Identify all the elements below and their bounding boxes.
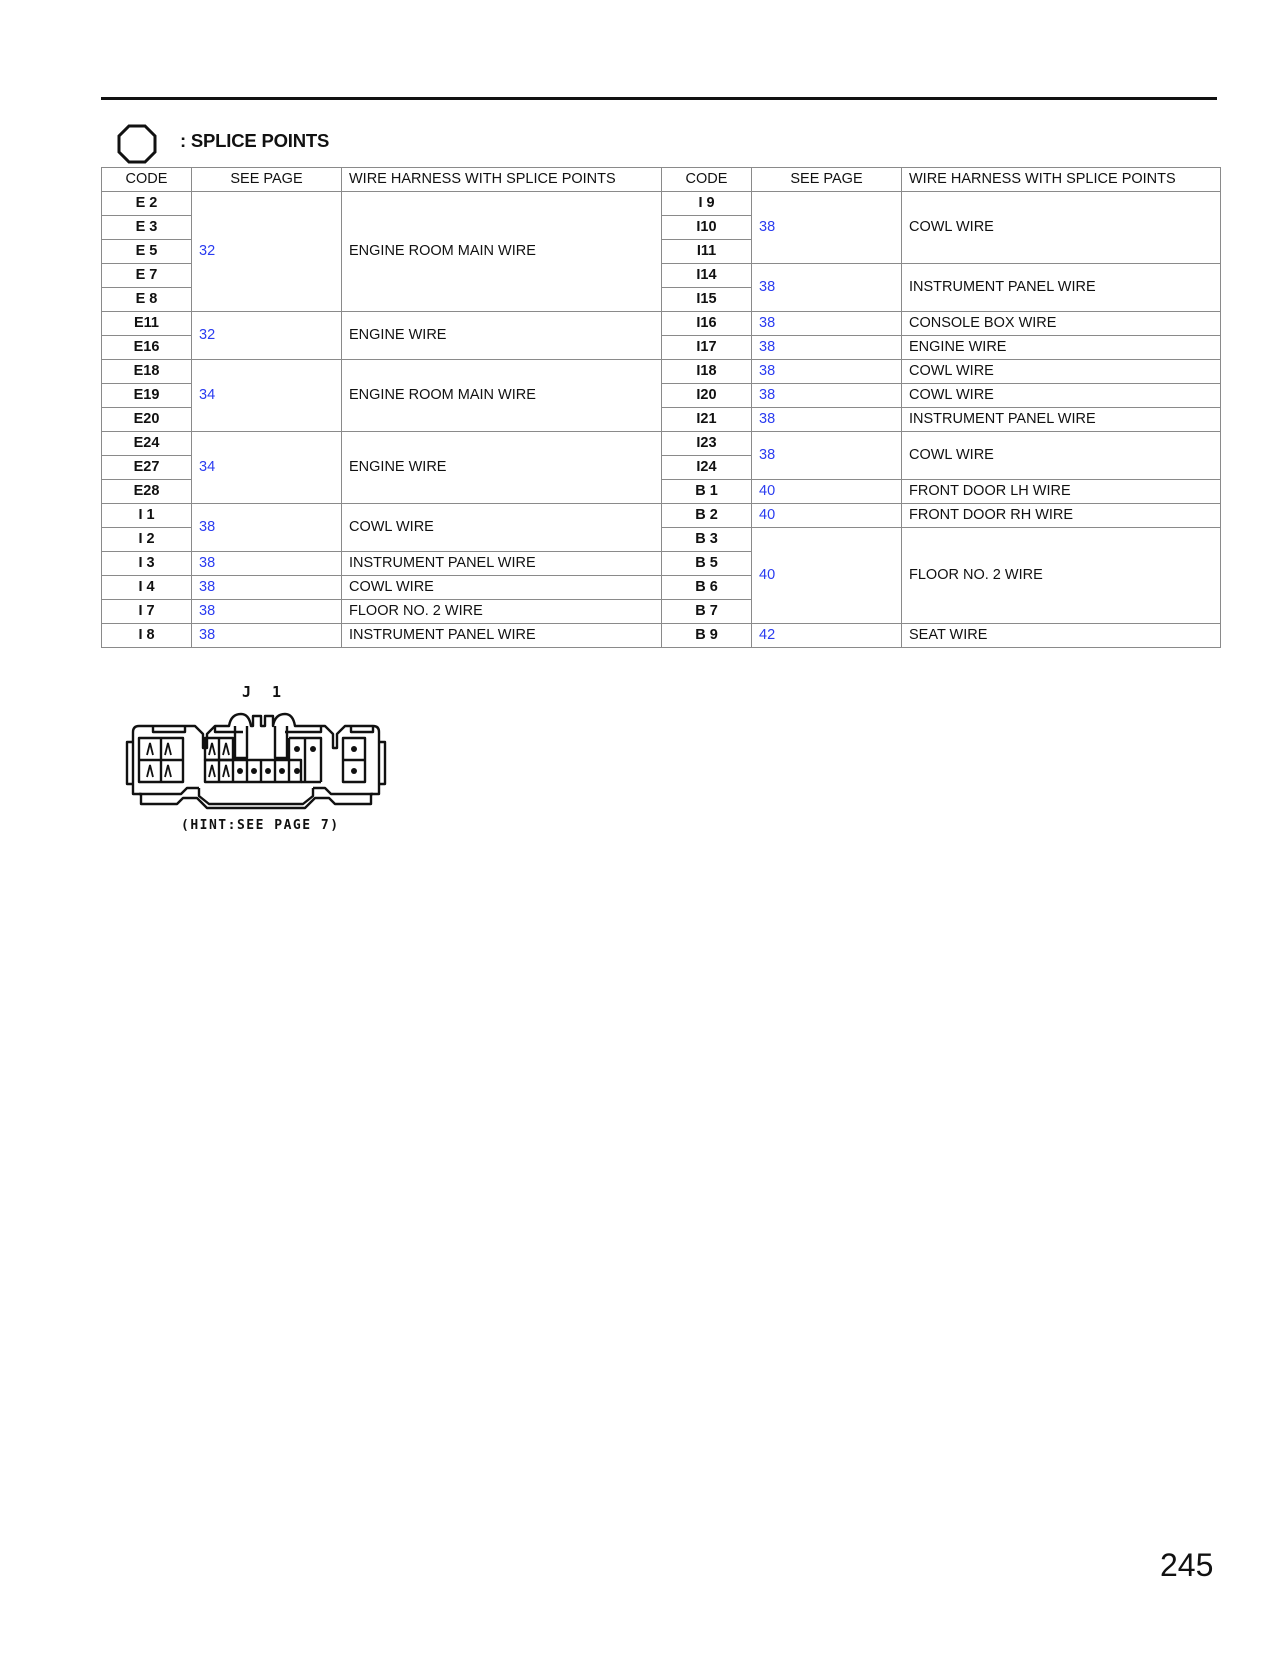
harness-cell: INSTRUMENT PANEL WIRE <box>342 552 662 576</box>
harness-cell: ENGINE ROOM MAIN WIRE <box>342 360 662 432</box>
code-cell: I16 <box>662 312 752 336</box>
column-header-see-page: SEE PAGE <box>192 168 342 192</box>
harness-cell: ENGINE WIRE <box>342 312 662 360</box>
section-title: : SPLICE POINTS <box>180 130 330 151</box>
code-cell: E 3 <box>102 216 192 240</box>
harness-cell: COWL WIRE <box>902 384 1221 408</box>
see-page-link[interactable]: 32 <box>192 312 342 360</box>
page-number: 245 <box>1160 1547 1214 1583</box>
code-cell: I23 <box>662 432 752 456</box>
column-header-code: CODE <box>102 168 192 192</box>
see-page-link[interactable]: 38 <box>752 192 902 264</box>
code-cell: I18 <box>662 360 752 384</box>
splice-points-table <box>101 167 1221 648</box>
code-cell: I17 <box>662 336 752 360</box>
code-cell: I 4 <box>102 576 192 600</box>
code-cell: E18 <box>102 360 192 384</box>
harness-cell: INSTRUMENT PANEL WIRE <box>342 624 662 648</box>
see-page-link[interactable]: 38 <box>192 624 342 648</box>
harness-cell: INSTRUMENT PANEL WIRE <box>902 408 1221 432</box>
column-header-harness: WIRE HARNESS WITH SPLICE POINTS <box>342 168 662 192</box>
see-page-link[interactable]: 38 <box>192 552 342 576</box>
connector-hint: (HINT:SEE PAGE 7) <box>181 818 340 833</box>
code-cell: B 7 <box>662 600 752 624</box>
j1-connector-diagram <box>125 712 387 816</box>
see-page-link[interactable]: 34 <box>192 432 342 504</box>
harness-cell: COWL WIRE <box>902 192 1221 264</box>
code-cell: E16 <box>102 336 192 360</box>
harness-cell: ENGINE WIRE <box>902 336 1221 360</box>
code-cell: I 9 <box>662 192 752 216</box>
harness-cell: COWL WIRE <box>342 504 662 552</box>
code-cell: I 1 <box>102 504 192 528</box>
see-page-link[interactable]: 40 <box>752 480 902 504</box>
see-page-link[interactable]: 38 <box>752 360 902 384</box>
see-page-link[interactable]: 34 <box>192 360 342 432</box>
table-row <box>102 504 1221 528</box>
code-cell: E 5 <box>102 240 192 264</box>
octagon-icon <box>117 124 157 164</box>
code-cell: E28 <box>102 480 192 504</box>
table-row <box>102 624 1221 648</box>
code-cell: B 9 <box>662 624 752 648</box>
see-page-link[interactable]: 38 <box>192 576 342 600</box>
section-header <box>117 124 330 164</box>
table-header-row <box>102 168 1221 192</box>
table-row <box>102 432 1221 456</box>
code-cell: I20 <box>662 384 752 408</box>
table-row <box>102 312 1221 336</box>
code-cell: I 7 <box>102 600 192 624</box>
harness-cell: FLOOR NO. 2 WIRE <box>342 600 662 624</box>
see-page-link[interactable]: 32 <box>192 192 342 312</box>
see-page-link[interactable]: 38 <box>752 336 902 360</box>
harness-cell: ENGINE ROOM MAIN WIRE <box>342 192 662 312</box>
harness-cell: FLOOR NO. 2 WIRE <box>902 528 1221 624</box>
harness-cell: INSTRUMENT PANEL WIRE <box>902 264 1221 312</box>
code-cell: I14 <box>662 264 752 288</box>
code-cell: I21 <box>662 408 752 432</box>
harness-cell: SEAT WIRE <box>902 624 1221 648</box>
column-header-harness: WIRE HARNESS WITH SPLICE POINTS <box>902 168 1221 192</box>
table-row <box>102 360 1221 384</box>
see-page-link[interactable]: 38 <box>752 384 902 408</box>
code-cell: B 5 <box>662 552 752 576</box>
column-header-code: CODE <box>662 168 752 192</box>
see-page-link[interactable]: 38 <box>752 264 902 312</box>
code-cell: E24 <box>102 432 192 456</box>
see-page-link[interactable]: 38 <box>752 312 902 336</box>
see-page-link[interactable]: 40 <box>752 504 902 528</box>
top-rule <box>101 97 1217 100</box>
harness-cell: COWL WIRE <box>902 360 1221 384</box>
see-page-link[interactable]: 38 <box>752 408 902 432</box>
code-cell: I 3 <box>102 552 192 576</box>
code-cell: E19 <box>102 384 192 408</box>
code-cell: I10 <box>662 216 752 240</box>
harness-cell: FRONT DOOR LH WIRE <box>902 480 1221 504</box>
code-cell: I11 <box>662 240 752 264</box>
harness-cell: CONSOLE BOX WIRE <box>902 312 1221 336</box>
code-cell: E20 <box>102 408 192 432</box>
harness-cell: ENGINE WIRE <box>342 432 662 504</box>
column-header-see-page: SEE PAGE <box>752 168 902 192</box>
harness-cell: COWL WIRE <box>342 576 662 600</box>
harness-cell: COWL WIRE <box>902 432 1221 480</box>
see-page-link[interactable]: 42 <box>752 624 902 648</box>
code-cell: B 6 <box>662 576 752 600</box>
code-cell: I 8 <box>102 624 192 648</box>
code-cell: B 2 <box>662 504 752 528</box>
code-cell: I 2 <box>102 528 192 552</box>
code-cell: I24 <box>662 456 752 480</box>
code-cell: B 1 <box>662 480 752 504</box>
see-page-link[interactable]: 38 <box>192 504 342 552</box>
code-cell: E 8 <box>102 288 192 312</box>
see-page-link[interactable]: 38 <box>192 600 342 624</box>
see-page-link[interactable]: 38 <box>752 432 902 480</box>
connector-label: J 1 <box>242 683 288 701</box>
code-cell: E11 <box>102 312 192 336</box>
harness-cell: FRONT DOOR RH WIRE <box>902 504 1221 528</box>
code-cell: E27 <box>102 456 192 480</box>
code-cell: B 3 <box>662 528 752 552</box>
code-cell: E 7 <box>102 264 192 288</box>
code-cell: E 2 <box>102 192 192 216</box>
table-row <box>102 192 1221 216</box>
see-page-link[interactable]: 40 <box>752 528 902 624</box>
code-cell: I15 <box>662 288 752 312</box>
